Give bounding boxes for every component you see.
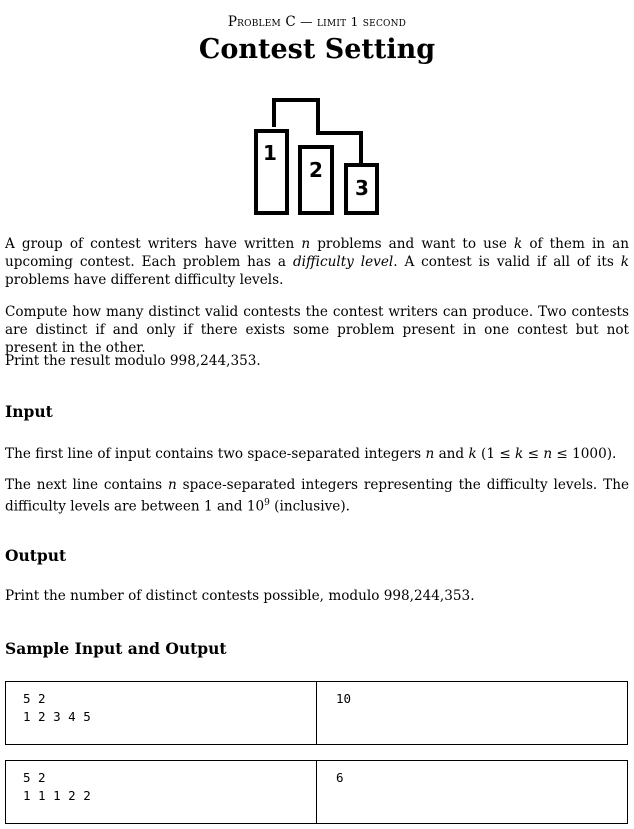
sample-output: 10 — [336, 691, 352, 706]
problem-label: Problem C — [227, 14, 296, 30]
text-run: (1 ≤ — [476, 446, 516, 462]
var-n: n — [425, 446, 435, 462]
term-difficulty-level: difficulty level — [292, 254, 394, 270]
text-run: ≤ 1000). — [552, 446, 617, 462]
statement-paragraph-2: Compute how many distinct valid contests the contest writers can produce. Two contests are distinct if and only if there exists some problem present in one contest but not present in the other. — [5, 304, 629, 356]
text-run: (inclusive). — [269, 498, 350, 515]
podium-label-1: 1 — [263, 141, 277, 165]
problem-title: Contest Setting — [198, 34, 436, 65]
input-heading: Input — [5, 402, 53, 421]
text-run: The next line contains — [5, 477, 168, 493]
sample-output: 6 — [336, 770, 344, 785]
exponent: 9 — [264, 498, 270, 508]
input-paragraph-1 — [5, 445, 629, 463]
text-run: . A contest is valid if all of its — [393, 254, 621, 270]
podium-label-3: 3 — [355, 176, 369, 200]
text-run: The first line of input contains two space-separated integers — [5, 446, 426, 462]
sample-divider — [316, 761, 317, 823]
text-run: and — [434, 446, 469, 462]
text-run: A group of contest writers have written — [5, 236, 302, 252]
var-k: k — [514, 236, 523, 252]
podium-label-2: 2 — [309, 158, 323, 182]
output-paragraph: Print the number of distinct contests possible, modulo 998,244,353. — [5, 588, 475, 604]
text-run: of them in an upcoming contest. Each problem has a — [5, 236, 630, 270]
var-n: n — [301, 236, 311, 252]
sample-input-line: 1 2 3 4 5 — [23, 709, 91, 724]
text-run: space-separated integers representing the difficulty levels. The difficulty levels are between 1 and 10 — [5, 477, 629, 515]
time-limit: limit 1 second — [317, 14, 407, 29]
sample-case-2 — [5, 760, 628, 824]
text-run: ≤ — [523, 446, 544, 462]
statement-paragraph-1 — [5, 235, 629, 289]
sample-input-line: 5 2 — [23, 691, 46, 706]
input-paragraph-2 — [5, 476, 629, 516]
problem-header — [0, 14, 634, 30]
output-heading: Output — [5, 546, 67, 565]
sample-case-1 — [5, 681, 628, 745]
var-k: k — [515, 446, 524, 462]
sample-input-line: 5 2 — [23, 770, 46, 785]
var-k: k — [620, 254, 629, 270]
text-run: problems and want to use — [310, 236, 515, 252]
statement-paragraph-3: Print the result modulo 998,244,353. — [5, 353, 261, 369]
sample-input-line: 1 1 1 2 2 — [23, 788, 91, 803]
var-n: n — [167, 477, 177, 493]
podium-icon — [248, 95, 388, 221]
var-n: n — [543, 446, 553, 462]
samples-heading: Sample Input and Output — [5, 639, 227, 658]
sample-divider — [316, 682, 317, 744]
text-run: problems have different difficulty levels. — [5, 272, 284, 288]
var-k: k — [468, 446, 477, 462]
header-separator: — — [300, 14, 313, 29]
